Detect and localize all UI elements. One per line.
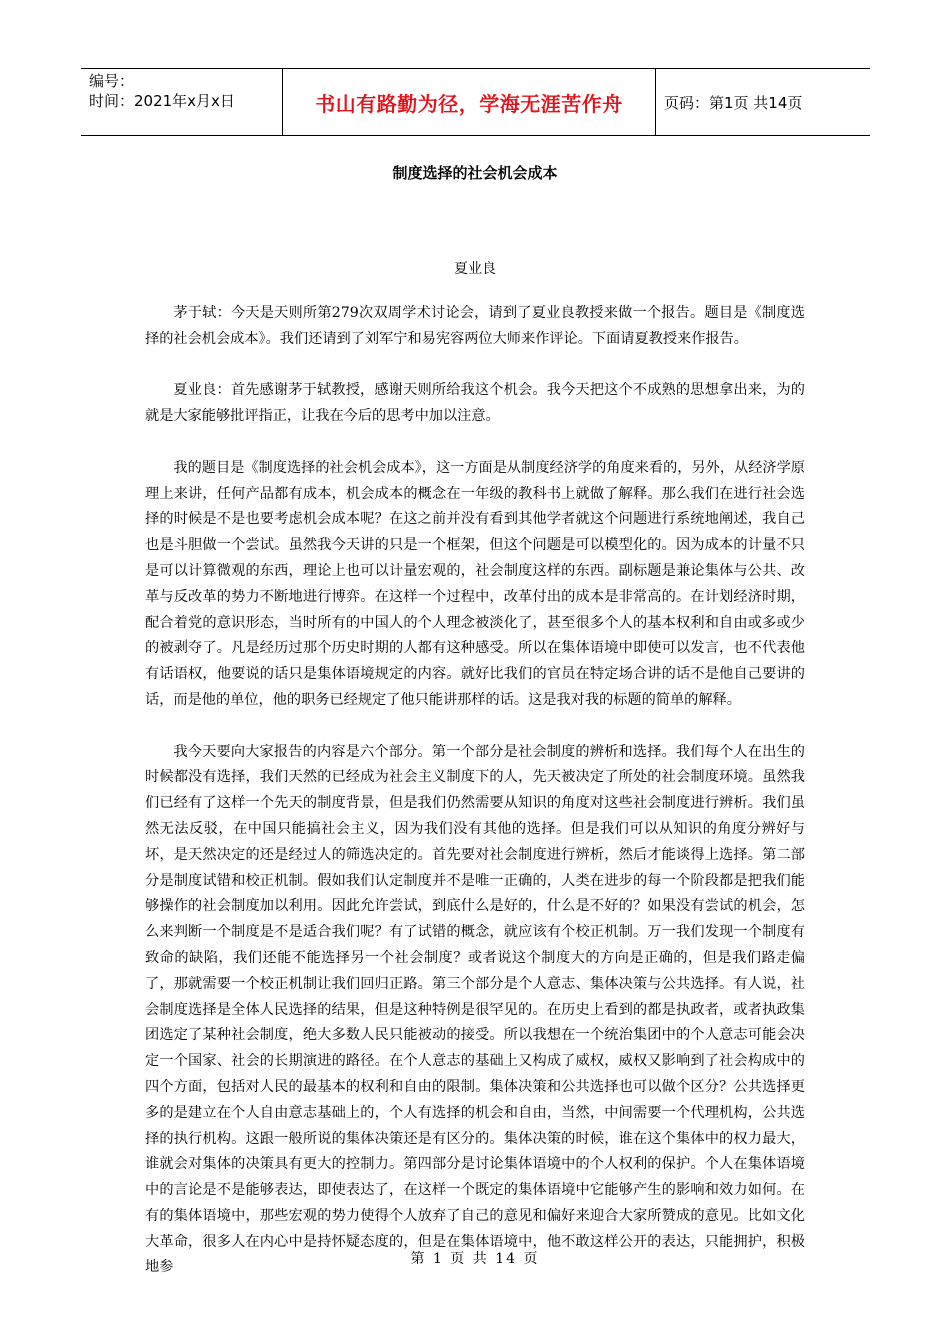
paragraph: 夏业良：首先感谢茅于轼教授，感谢天则所给我这个机会。我今天把这个不成熟的思想拿出来，为的就是大家能够批评指正，让我在今后的思考中加以注意。 [145, 382, 805, 425]
document-header [81, 68, 870, 136]
document-body [145, 301, 805, 1307]
document-author: 夏业良 [454, 261, 496, 277]
header-number-label: 编号： [89, 72, 135, 90]
header-motto: 书山有路勤为径，学海无涯苦作舟 [315, 91, 623, 116]
header-time-label: 时间：2021年x月x日 [89, 92, 235, 110]
header-meta [81, 69, 282, 135]
header-motto-cell [282, 69, 656, 135]
header-page-info: 页码：第1页 共14页 [664, 93, 803, 112]
header-page-cell [656, 69, 870, 135]
paragraph: 茅于轼：今天是天则所第279次双周学术讨论会，请到了夏业良教授来做一个报告。题目是《制度选择的社会机会成本》。我们还请到了刘军宁和易宪容两位大师来作评论。下面请夏教授来作报告。 [145, 305, 805, 347]
page-footer: 第 1 页 共 14 页 [410, 1251, 540, 1267]
paragraph: 我的题目是《制度选择的社会机会成本》，这一方面是从制度经济学的角度来看的，另外，从经济学原理上来讲，任何产品都有成本，机会成本的概念在一年级的教科书上就做了解释。那么我们在进行社会选择的时候是不是也要考虑机会成本呢？在这之前并没有看到其他学者就这个问题进行系统地阐述，我自己也是斗胆做一个尝试。虽然我今天讲的只是一个框架，但这个问题是可以模型化的。因为成本的计量不只是可以计算微观的东西，理论上也可以计量宏观的，社会制度这样的东西。副标题是兼论集体与公共、改革与反改革的势力不断地进行博弈。在这样一个过程中，改革付出的成本是非常高的。在计划经济时期，配合着党的意识形态，当时所有的中国人的个人理念被淡化了，甚至很多个人的基本权利和自由或多或少的被剥夺了。凡是经历过那个历史时期的人都有这种感受。所以在集体语境中即使可以发言，也不代表他有话语权，他要说的话只是集体语境规定的内容。就好比我们的官员在特定场合讲的话不是他自己要讲的话，而是他的单位，他的职务已经规定了他只能讲那样的话。这是我对我的标题的简单的解释。 [145, 459, 805, 708]
document-title: 制度选择的社会机会成本 [392, 164, 558, 182]
paragraph: 我今天要向大家报告的内容是六个部分。第一个部分是社会制度的辨析和选择。我们每个人在出生的时候都没有选择，我们天然的已经成为社会主义制度下的人，先天被决定了所处的社会制度环境。虽然我们已经有了这样一个先天的制度背景，但是我们仍然需要从知识的角度对这些社会制度进行辨析。我们虽然无法反驳，在中国只能搞社会主义，因为我们没有其他的选择。但是我们可以从知识的角度分辨好与坏，是天然决定的还是经过人的筛选决定的。首先要对社会制度进行辨析，然后才能谈得上选择。第二部分是制度试错和校正机制。假如我们认定制度并不是唯一正确的，人类在进步的每一个阶段都是把我们能够操作的社会制度加以利用。因此允许尝试，到底什么是好的，什么是不好的？如果没有尝试的机会，怎么来判断一个制度是不是适合我们呢？有了试错的概念，就应该有个校正机制。万一我们发现一个制度有致命的缺陷，我们还能不能选择另一个社会制度？或者说这个制度大的方向是正确的，但是我们路走偏了，那就需要一个校正机制让我们回归正路。第三个部分是个人意志、集体决策与公共选择。有人说，社会制度选择是全体人民选择的结果，但是这种特例是很罕见的。在历史上看到的都是执政者，或者执政集团选定了某种社会制度，绝大多数人民只能被动的接受。所以我想在一个统治集团中的个人意志可能会决定一个国家、社会的长期演进的路径。在个人意志的基础上又构成了威权，威权又影响到了社会构成中的四个方面，包括对人民的最基本的权利和自由的限制。集体决策和公共选择也可以做个区分？公共选择更多的是建立在个人自由意志基础上的，个人有选择的机会和自由，当然，中间需要一个代理机构，公共选择的执行机构。这跟一般所说的集体决策还是有区分的。集体决策的时候，谁在这个集体中的权力最大，谁就会对集体的决策具有更大的控制力。第四部分是讨论集体语境中的个人权利的保护。个人在集体语境中的言论是不是能够表达，即使表达了，在这样一个既定的集体语境中它能够产生的影响和效力如何。在有的集体语境中，那些宏观的势力使得个人放弃了自己的意见和偏好来迎合大家所赞成的意见。比如文化大革命，很多人在内心中是持怀疑态度的，但是在集体语境中，他不敢这样公开的表达，只能拥护，积极地参 [145, 743, 805, 1276]
